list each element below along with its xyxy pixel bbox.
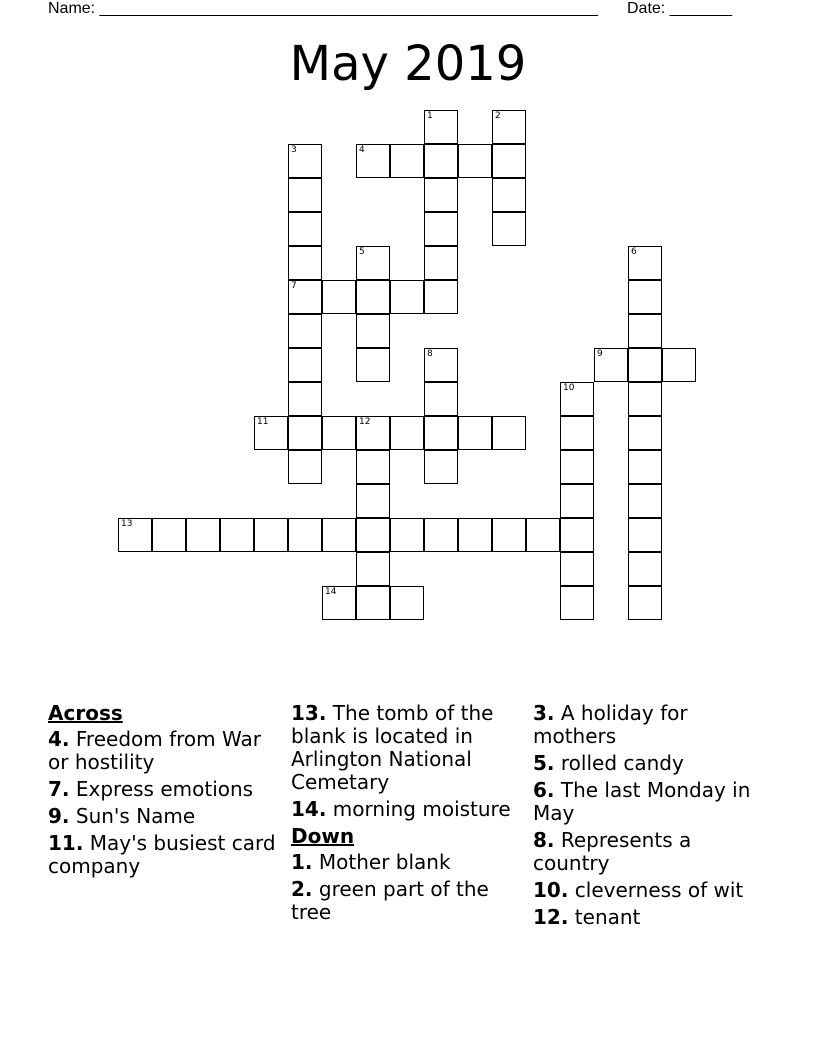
- grid-cell[interactable]: [322, 416, 356, 450]
- grid-cell[interactable]: [424, 348, 458, 382]
- grid-cell[interactable]: [594, 348, 628, 382]
- clue-number: 13: [121, 519, 133, 529]
- grid-cell[interactable]: [560, 450, 594, 484]
- clue-item-number: 7.: [48, 777, 70, 801]
- clue-number: 9: [597, 349, 603, 359]
- grid-cell[interactable]: [390, 144, 424, 178]
- clue-item-number: 1.: [291, 850, 313, 874]
- clue-item: [291, 878, 523, 924]
- clue-item-text: rolled candy: [560, 751, 684, 775]
- clue-item: [48, 805, 280, 828]
- clue-number: 10: [563, 383, 575, 393]
- clue-item-number: 9.: [48, 804, 70, 828]
- grid-cell[interactable]: [424, 178, 458, 212]
- grid-cell[interactable]: [560, 484, 594, 518]
- clue-item-number: 8.: [533, 828, 555, 852]
- grid-cell[interactable]: [628, 314, 662, 348]
- clue-column-2: [291, 702, 523, 928]
- across-clue-list-cont: [291, 702, 523, 821]
- grid-cell[interactable]: [424, 416, 458, 450]
- grid-cell[interactable]: [356, 586, 390, 620]
- clue-item-text: Freedom from War or hostility: [48, 727, 261, 774]
- grid-cell[interactable]: [356, 348, 390, 382]
- clue-item: [48, 728, 280, 774]
- clue-item-text: cleverness of wit: [574, 878, 744, 902]
- grid-cell[interactable]: [288, 348, 322, 382]
- grid-cell[interactable]: [390, 518, 424, 552]
- clue-number: 6: [631, 247, 637, 257]
- grid-cell[interactable]: [424, 212, 458, 246]
- grid-cell[interactable]: [288, 314, 322, 348]
- grid-cell[interactable]: [560, 382, 594, 416]
- grid-cell[interactable]: [288, 212, 322, 246]
- grid-cell[interactable]: [288, 518, 322, 552]
- grid-cell[interactable]: [186, 518, 220, 552]
- grid-cell[interactable]: [628, 416, 662, 450]
- grid-cell[interactable]: [356, 246, 390, 280]
- grid-cell[interactable]: [390, 416, 424, 450]
- clue-number: 3: [291, 145, 297, 155]
- across-heading: Across: [48, 701, 123, 725]
- grid-cell[interactable]: [560, 518, 594, 552]
- grid-cell[interactable]: [560, 416, 594, 450]
- clue-item: [291, 702, 523, 794]
- grid-cell[interactable]: [628, 382, 662, 416]
- grid-cell[interactable]: [390, 586, 424, 620]
- grid-cell[interactable]: [356, 416, 390, 450]
- grid-cell[interactable]: [288, 416, 322, 450]
- grid-cell[interactable]: [662, 348, 696, 382]
- grid-cell[interactable]: [424, 110, 458, 144]
- clue-item-number: 14.: [291, 797, 327, 821]
- clue-item-text: Mother blank: [318, 850, 451, 874]
- grid-cell[interactable]: [628, 586, 662, 620]
- grid-cell[interactable]: [560, 586, 594, 620]
- grid-cell[interactable]: [356, 314, 390, 348]
- clue-item-text: May's busiest card company: [48, 831, 276, 878]
- clue-number: 5: [359, 247, 365, 257]
- clue-number: 11: [257, 417, 269, 427]
- grid-cell[interactable]: [492, 110, 526, 144]
- grid-cell[interactable]: [492, 178, 526, 212]
- clue-item-number: 10.: [533, 878, 569, 902]
- grid-cell[interactable]: [356, 484, 390, 518]
- clue-item-text: A holiday for mothers: [533, 701, 688, 748]
- clue-item-number: 5.: [533, 751, 555, 775]
- grid-cell[interactable]: [492, 144, 526, 178]
- clue-item-text: green part of the tree: [291, 877, 489, 924]
- clue-number: 4: [359, 145, 365, 155]
- clue-item-number: 3.: [533, 701, 555, 725]
- grid-cell[interactable]: [322, 280, 356, 314]
- grid-cell[interactable]: [152, 518, 186, 552]
- grid-cell[interactable]: [560, 552, 594, 586]
- grid-cell[interactable]: [628, 450, 662, 484]
- grid-cell[interactable]: [288, 246, 322, 280]
- name-field[interactable]: Name: ________________________________________________________: [48, 0, 598, 17]
- grid-cell[interactable]: [628, 246, 662, 280]
- date-field[interactable]: Date: _______: [627, 0, 732, 17]
- clue-number: 12: [359, 417, 371, 427]
- clue-number: 8: [427, 349, 433, 359]
- clue-column-3: [533, 702, 765, 933]
- grid-cell[interactable]: [118, 518, 152, 552]
- clue-item: [291, 798, 523, 821]
- clue-item-text: morning moisture: [332, 797, 511, 821]
- page-title: May 2019: [289, 36, 527, 92]
- grid-cell[interactable]: [458, 144, 492, 178]
- clue-item-number: 11.: [48, 831, 84, 855]
- clue-item: [48, 832, 280, 878]
- grid-cell[interactable]: [356, 518, 390, 552]
- clue-item-number: 6.: [533, 778, 555, 802]
- clue-item-text: tenant: [574, 905, 641, 929]
- down-clue-list: [291, 851, 523, 924]
- clue-number: 14: [325, 587, 337, 597]
- clue-item: [291, 851, 523, 874]
- grid-cell[interactable]: [288, 178, 322, 212]
- across-clue-list: [48, 728, 280, 878]
- grid-cell[interactable]: [492, 416, 526, 450]
- grid-cell[interactable]: [322, 586, 356, 620]
- grid-cell[interactable]: [424, 280, 458, 314]
- grid-cell[interactable]: [628, 518, 662, 552]
- grid-cell[interactable]: [424, 246, 458, 280]
- clue-number: 1: [427, 111, 433, 121]
- grid-cell[interactable]: [492, 212, 526, 246]
- grid-cell[interactable]: [288, 382, 322, 416]
- grid-cell[interactable]: [288, 450, 322, 484]
- clue-item: [533, 879, 765, 902]
- clue-number: 7: [291, 281, 297, 291]
- clue-item-number: 12.: [533, 905, 569, 929]
- grid-cell[interactable]: [288, 144, 322, 178]
- grid-cell[interactable]: [220, 518, 254, 552]
- clue-column-1: [48, 702, 280, 882]
- grid-cell[interactable]: [424, 382, 458, 416]
- clue-item: [533, 829, 765, 875]
- clue-item-text: The tomb of the blank is located in Arlington National Cemetary: [291, 701, 494, 794]
- clue-item-number: 4.: [48, 727, 70, 751]
- grid-cell[interactable]: [526, 518, 560, 552]
- grid-cell[interactable]: [492, 518, 526, 552]
- grid-cell[interactable]: [322, 518, 356, 552]
- grid-cell[interactable]: [390, 280, 424, 314]
- grid-cell[interactable]: [628, 348, 662, 382]
- grid-cell[interactable]: [424, 518, 458, 552]
- down-clue-list-cont: [533, 702, 765, 929]
- grid-cell[interactable]: [424, 450, 458, 484]
- grid-cell[interactable]: [424, 144, 458, 178]
- clue-item-text: The last Monday in May: [533, 778, 751, 825]
- grid-cell[interactable]: [254, 518, 288, 552]
- grid-cell[interactable]: [288, 280, 322, 314]
- clue-item: [533, 779, 765, 825]
- grid-cell[interactable]: [628, 552, 662, 586]
- clue-item: [48, 778, 280, 801]
- grid-cell[interactable]: [628, 484, 662, 518]
- clue-item-text: Represents a country: [533, 828, 692, 875]
- clue-number: 2: [495, 111, 501, 121]
- clue-item: [533, 752, 765, 775]
- down-heading: Down: [291, 824, 355, 848]
- grid-cell[interactable]: [356, 144, 390, 178]
- clue-item-text: Sun's Name: [75, 804, 196, 828]
- clue-item-number: 13.: [291, 701, 327, 725]
- grid-cell[interactable]: [628, 280, 662, 314]
- grid-cell[interactable]: [254, 416, 288, 450]
- grid-cell[interactable]: [458, 416, 492, 450]
- clue-item: [533, 906, 765, 929]
- grid-cell[interactable]: [356, 280, 390, 314]
- clue-item-text: Express emotions: [75, 777, 254, 801]
- clue-item: [533, 702, 765, 748]
- grid-cell[interactable]: [458, 518, 492, 552]
- clue-item-number: 2.: [291, 877, 313, 901]
- grid-cell[interactable]: [356, 552, 390, 586]
- grid-cell[interactable]: [356, 450, 390, 484]
